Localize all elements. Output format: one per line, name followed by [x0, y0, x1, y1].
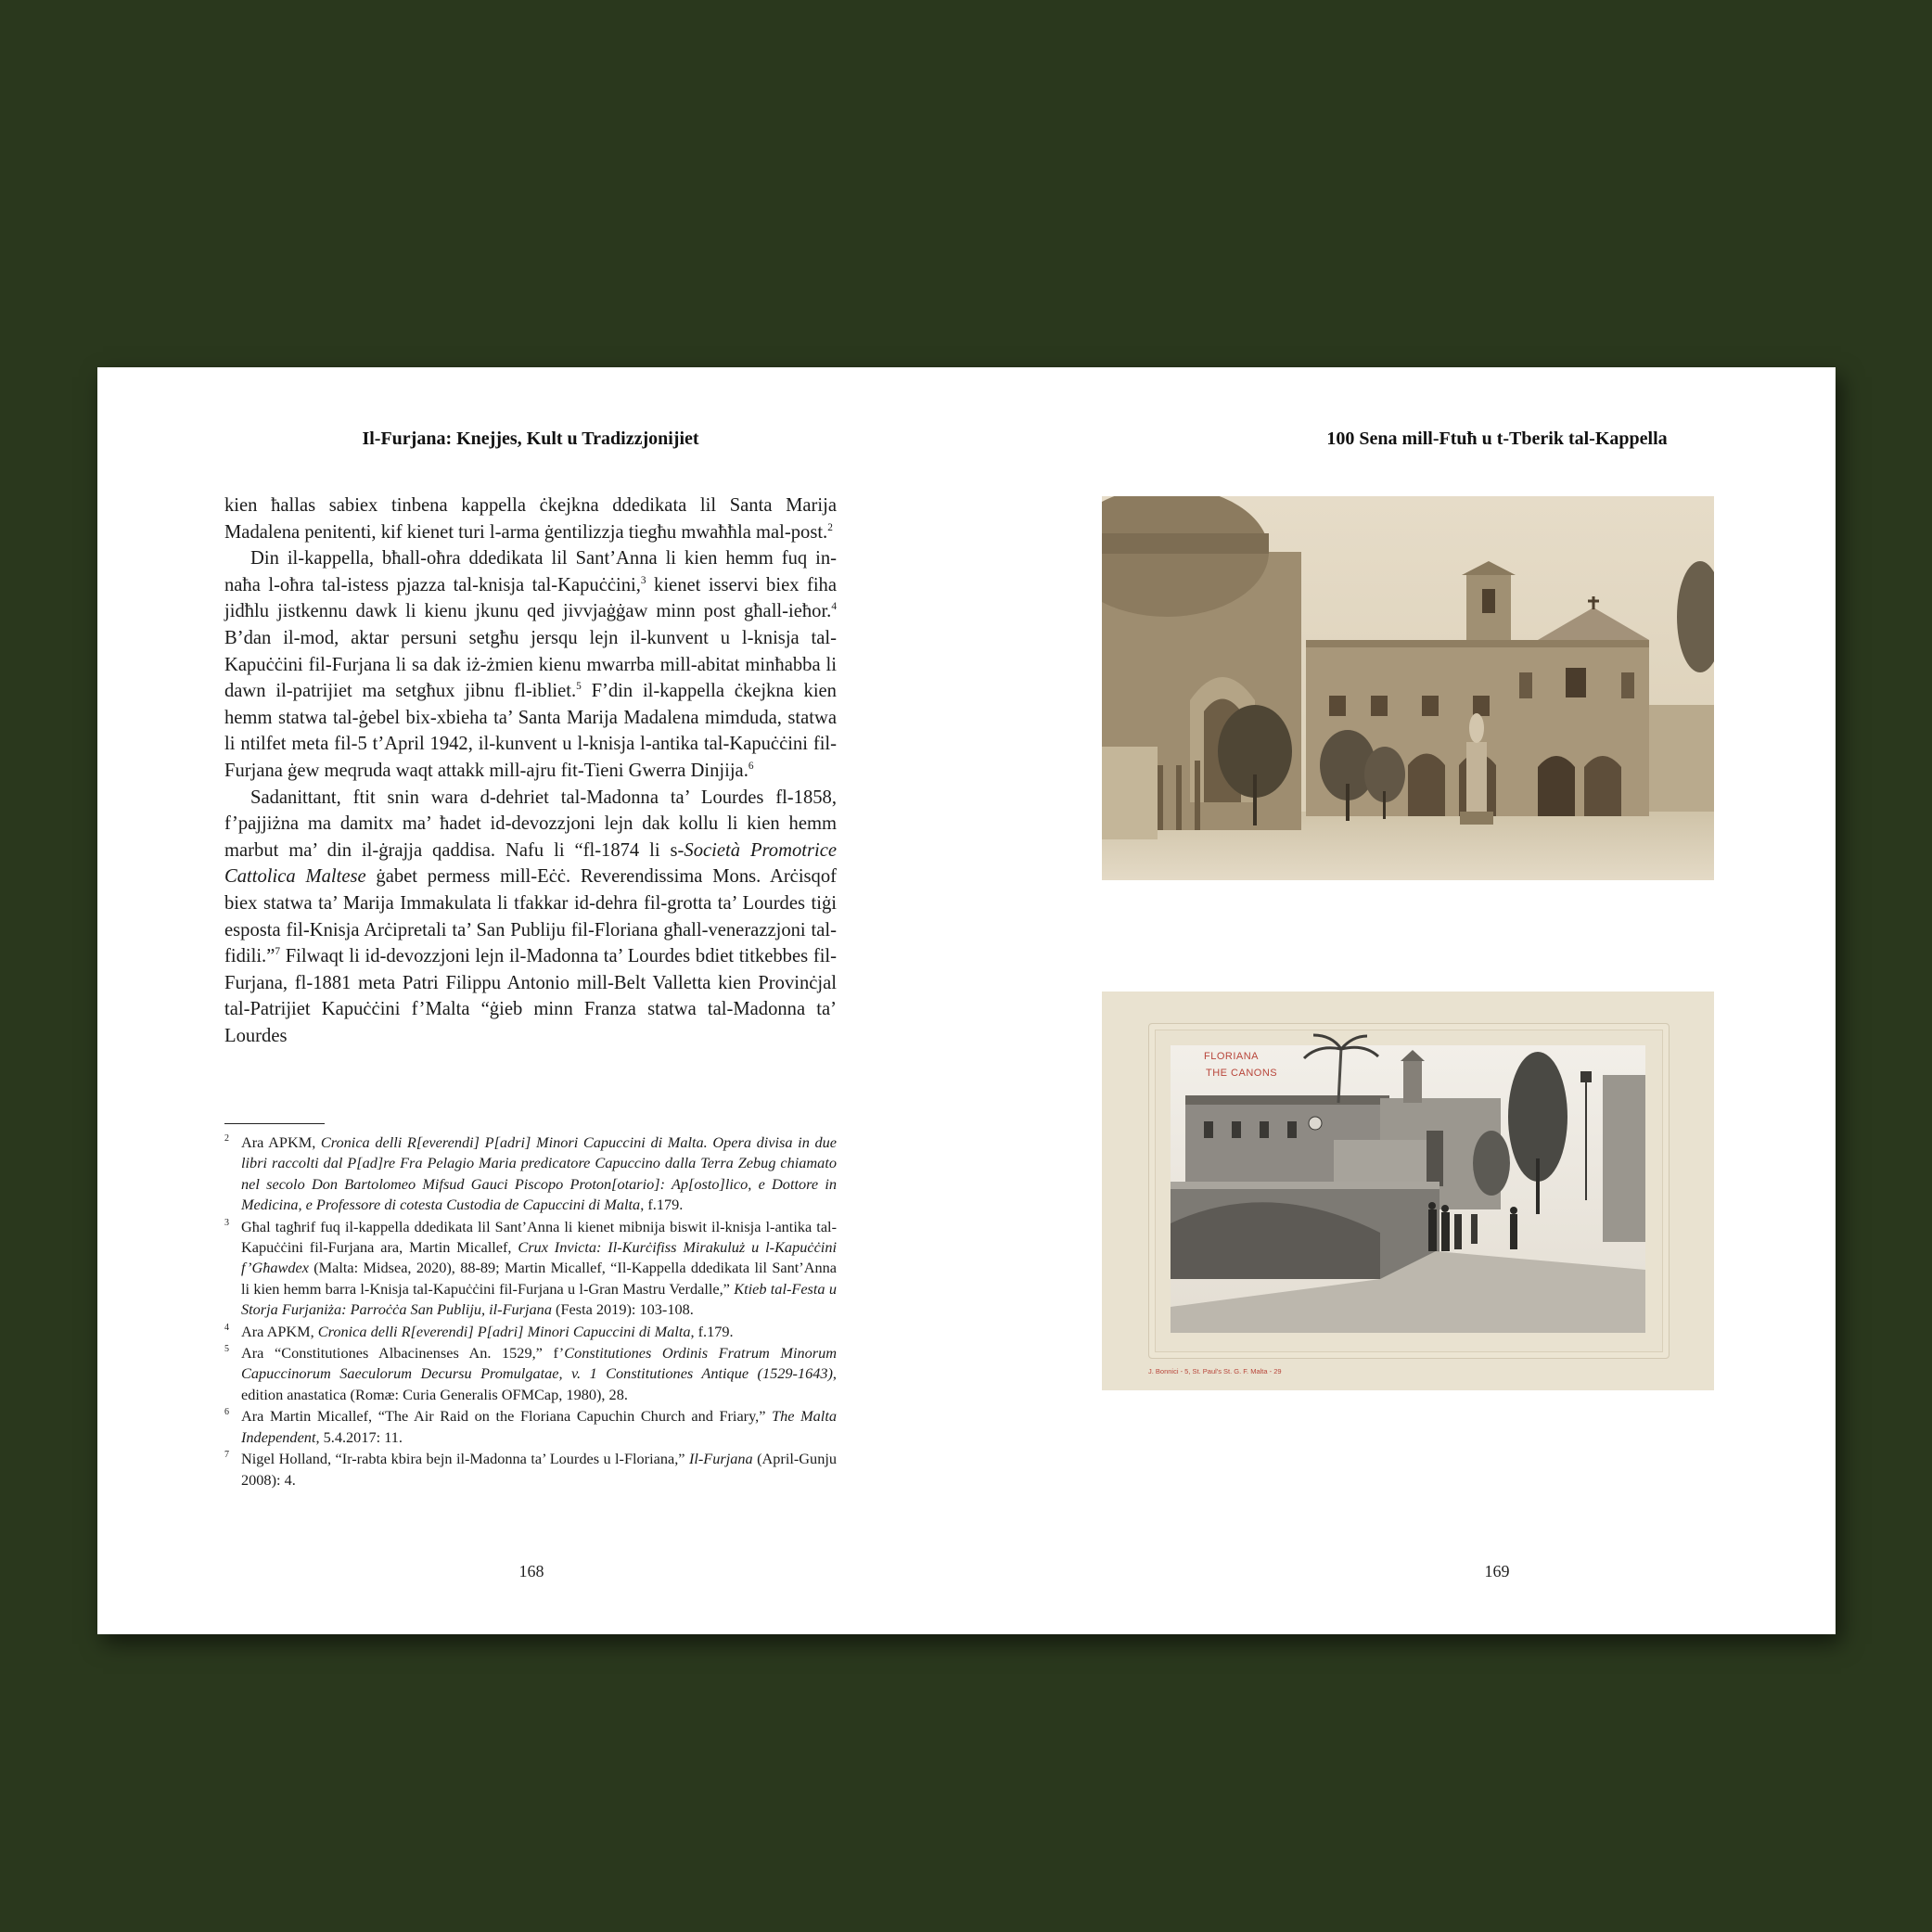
- postcard-publisher-caption: J. Bonnici - 5, St. Paul's St. G. F. Malta - 29: [1148, 1367, 1282, 1375]
- footnote: [224, 1406, 837, 1448]
- footnote-ref: 5: [576, 681, 582, 693]
- text-run: (Malta: Midsea, 2020), 88-89; Martin Micallef, “Il-Kappella ddedikata lil Sant’Anna li kien hemm barra l-Knisja tal-Kapuċċini fil-Furjana u l-Gran Mastru Verdalle,”: [241, 1259, 837, 1298]
- text-run: (Festa 2019): 103-108.: [551, 1300, 694, 1319]
- left-page: [97, 367, 966, 1634]
- text-run: Sadanittant, ftit snin wara d-dehriet tal-Madonna ta’ Lourdes fl-1858, f’pajjiżna ma damitx ma’ ħadet id-devozzjoni lejn dak kollu li kien hemm marbut ma’ din il-ġrajja qaddisa. Nafu li “fl-1874 li s-: [224, 787, 837, 861]
- text-run: Filwaqt li id-devozzjoni lejn il-Madonna ta’ Lourdes bdiet titkebbes fil-Furjana, fl-1881 meta Patri Filippu Antonio mill-Belt Valletta kien Provinċjal tal-Patrijiet Kapuċċini f’Malta “ġieb minn Franza statwa tal-Madonna ta’ Lourdes: [224, 946, 837, 1046]
- footnote: [224, 1132, 837, 1216]
- italic-text: Constitutiones Ordinis Fratrum Minorum Capuccinorum Saeculorum Decursu Promulgatae, v. 1 Constitutiones Antique (1529-1643): [241, 1344, 837, 1383]
- body-paragraph: [224, 545, 837, 784]
- footnote-number: 6: [224, 1407, 229, 1418]
- text-run: Ara APKM,: [241, 1322, 318, 1340]
- text-run: kien ħallas sabiex tinbena kappella ċkejkna ddedikata lil Santa Marija Madalena penitenti, kif kienet turi l-arma ġentilizzja tiegħu mwaħħla mal-post.: [224, 495, 837, 543]
- postcard-photo: [1102, 992, 1714, 1390]
- left-page-number: 168: [518, 1562, 544, 1580]
- footnote-ref: 6: [748, 761, 754, 773]
- footnote-ref: 2: [827, 521, 833, 533]
- footnote: [224, 1449, 837, 1491]
- footnote-rule: [224, 1123, 325, 1124]
- footnote-number: 2: [224, 1133, 229, 1144]
- footnote-number: 4: [224, 1322, 229, 1333]
- text-run: (April-Gunju 2008): 4.: [241, 1450, 837, 1489]
- body-paragraph: [224, 493, 837, 545]
- body-paragraph: [224, 785, 837, 1050]
- footnote: [224, 1217, 837, 1321]
- footnote-number: 7: [224, 1450, 229, 1461]
- right-running-head: 100 Sena mill-Ftuħ u t-Tberik tal-Kappella: [1326, 429, 1668, 449]
- text-run: Ara Martin Micallef, “The Air Raid on the Floriana Capuchin Church and Friary,”: [241, 1407, 773, 1426]
- text-run: B’dan il-mod, aktar persuni setgħu jersqu lejn il-kunvent u l-knisja tal-Kapuċċini fil-Furjana li sa dak iż-żmien kienu mwarrba mill-abitat minħabba li dawn il-patrijiet ma setgħux jibnu fl-ibliet.: [224, 627, 837, 702]
- text-run: , edition anastatica (Romæ: Curia Generalis OFMCap, 1980), 28.: [241, 1364, 837, 1403]
- church-photo-illustration: [1102, 496, 1714, 880]
- text-run: , f.179.: [690, 1322, 734, 1340]
- italic-text: Cronica delli R[everendi] P[adri] Minori Capuccini di Malta: [317, 1322, 691, 1340]
- right-page-number: 169: [1484, 1562, 1510, 1580]
- footnote: [224, 1322, 837, 1342]
- footnote-ref: 4: [831, 601, 837, 613]
- postcard-illustration: [1102, 992, 1714, 1390]
- left-body-text: [224, 493, 837, 1049]
- text-run: Ara “Constitutiones Albacinenses An. 1529,” f’: [241, 1344, 565, 1363]
- footnote-ref: 3: [640, 574, 646, 586]
- italic-text: Ktieb tal-Festa u Storja Furjaniża: Parroċċa San Publiju, il-Furjana: [241, 1279, 837, 1319]
- text-run: Nigel Holland, “Ir-rabta kbira bejn il-Madonna ta’ Lourdes u l-Floriana,”: [241, 1450, 689, 1468]
- footnote-number: 3: [224, 1217, 229, 1228]
- text-run: , 5.4.2017: 11.: [315, 1427, 403, 1446]
- church-photo: [1102, 496, 1714, 880]
- text-run: , f.179.: [640, 1196, 684, 1214]
- postcard-subtitle: THE CANONS: [1206, 1068, 1278, 1079]
- italic-text: Crux Invicta: Il-Kurċifiss Mirakuluż u l-Kapuċċini f’Għawdex: [241, 1238, 837, 1277]
- text-run: Din il-kappella, bħall-oħra ddedikata lil Sant’Anna li kien hemm fuq in-naħa l-oħra tal-istess pjazza tal-knisja tal-Kapuċċini,: [224, 548, 837, 595]
- left-running-head: Il-Furjana: Knejjes, Kult u Tradizzjonijiet: [362, 429, 699, 449]
- text-run: Għal tagħrif fuq il-kappella ddedikata lil Sant’Anna li kienet mibnija biswit il-knisja l-antika tal-Kapuċċini fil-Furjana ara, Martin Micallef,: [241, 1217, 837, 1257]
- italic-text: Il-Furjana: [688, 1450, 753, 1468]
- right-page: [966, 367, 1836, 1634]
- book-spread: [97, 367, 1836, 1634]
- italic-text: Società Promotrice Cattolica Maltese: [224, 839, 837, 888]
- text-run: ġabet permess mill-Eċċ. Reverendissima Mons. Arċisqof biex statwa ta’ Marija Immakulata li tfakkar id-dehra fil-grotta ta’ Lourdes tiġi esposta fil-Knisja Arċipretali ta’ San Publiju fil-Floriana għall-venerazzjoni tal-fidili.”: [224, 866, 838, 967]
- italic-text: The Malta Independent: [241, 1407, 837, 1446]
- postcard-title: FLORIANA: [1204, 1051, 1260, 1062]
- text-run: Ara APKM,: [241, 1133, 321, 1151]
- text-run: kienet isservi biex fiha jidħlu jistkennu dawk li kienu jkunu qed jivvjaġġaw minn post għall-ieħor.: [224, 574, 837, 622]
- text-run: F’din il-kappella ċkejkna kien hemm statwa tal-ġebel bix-xbieha ta’ Santa Marija Madalena mimduda, statwa li ntilfet meta fil-5 t’April 1942, il-kunvent u l-knisja l-antika tal-Kapuċċini fil-Furjana ġew meqruda waqt attakk mill-ajru fit-Tieni Gwerra Dinjija.: [224, 681, 837, 781]
- footnote-ref: 7: [275, 946, 281, 958]
- footnotes: [224, 1132, 837, 1491]
- footnote-number: 5: [224, 1344, 229, 1355]
- footnote: [224, 1343, 837, 1405]
- italic-text: Cronica delli R[everendi] P[adri] Minori Capuccini di Malta. Opera divisa in due libri raccolti dal P[ad]re Fra Pelagio Maria predicatore Capuccino dalla Terra Zebug chiamato nel secolo Don Bartolomeo Mifsud Gauci Piscopo Proton[otario]: Ap[osto]lico, e Dottore in Medicina, e Professore di cotesta Custodia de Capuccini di Malta: [241, 1133, 837, 1214]
